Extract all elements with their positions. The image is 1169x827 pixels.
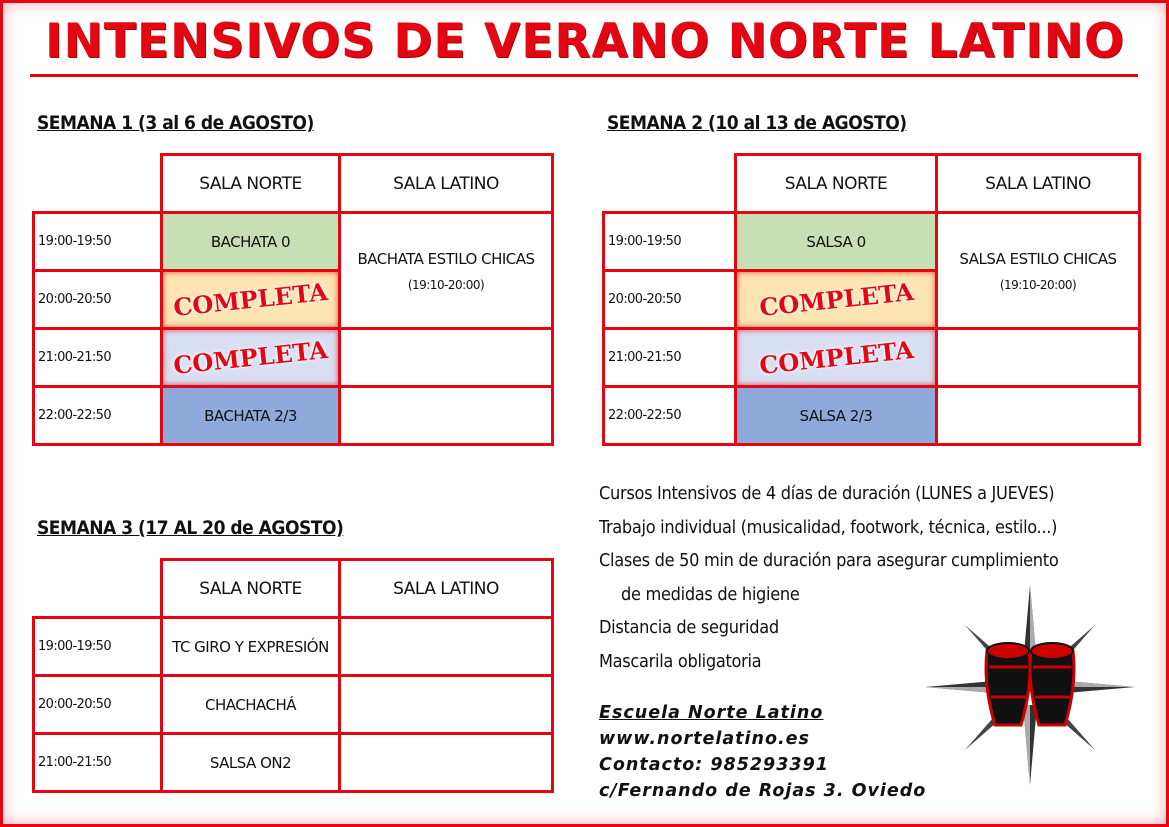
table-row: [34, 213, 553, 271]
contact-phone: Contacto: 985293391: [599, 755, 829, 775]
class-cell: TC GIRO Y EXPRESIÓN: [162, 618, 340, 676]
empty-cell: [937, 387, 1140, 445]
time-slot: 20:00-20:50: [604, 271, 736, 329]
time-slot: 20:00-20:50: [34, 676, 162, 734]
empty-cell: [340, 676, 553, 734]
class-cell: CHACHACHÁ: [162, 676, 340, 734]
week1-title: SEMANA 1 (3 al 6 de AGOSTO): [37, 112, 314, 134]
latino-class-name: BACHATA ESTILO CHICAS: [357, 249, 535, 268]
empty-cell: [937, 329, 1140, 387]
week3-schedule-table: [32, 558, 554, 793]
latino-class-time: (19:10-20:00): [999, 277, 1077, 292]
week3-title: SEMANA 3 (17 AL 20 de AGOSTO): [37, 517, 344, 539]
completa-cell: [162, 271, 340, 329]
info-line: Cursos Intensivos de 4 días de duración (LUNES a JUEVES): [599, 483, 1055, 504]
class-cell: BACHATA 0: [162, 213, 340, 271]
completa-stamp: COMPLETA: [757, 276, 915, 323]
info-line: de medidas de higiene: [621, 583, 800, 605]
empty-cell: [340, 618, 553, 676]
completa-cell: [162, 329, 340, 387]
website-link[interactable]: www.nortelatino.es: [599, 729, 810, 749]
table-row: [604, 329, 1140, 387]
table-row: [34, 734, 553, 792]
time-slot: 19:00-19:50: [604, 213, 736, 271]
header-sala-norte: SALA NORTE: [162, 155, 340, 213]
class-cell: SALSA ON2: [162, 734, 340, 792]
info-line: Mascarila obligatoria: [599, 650, 762, 672]
latino-class-cell: [340, 213, 553, 329]
time-slot: 19:00-19:50: [34, 213, 162, 271]
school-name: Escuela Norte Latino: [599, 703, 824, 723]
info-line: Distancia de seguridad: [599, 617, 779, 638]
time-slot: 22:00-22:50: [604, 387, 736, 445]
empty-cell: [340, 734, 553, 792]
title-divider: [30, 74, 1138, 77]
latino-class-cell: [937, 213, 1140, 329]
info-line: Trabajo individual (musicalidad, footwork, técnica, estilo...): [599, 516, 1058, 538]
table-row: [34, 618, 553, 676]
header-sala-latino: SALA LATINO: [340, 155, 553, 213]
table-header-row: [604, 155, 1140, 213]
address: c/Fernando de Rojas 3. Oviedo: [599, 781, 927, 801]
header-sala-latino: SALA LATINO: [340, 560, 553, 618]
latino-class-time: (19:10-20:00): [407, 277, 485, 292]
page-title: INTENSIVOS DE VERANO NORTE LATINO: [45, 14, 1125, 69]
completa-cell: [736, 329, 937, 387]
table-header-row: [34, 560, 553, 618]
header-sala-norte: SALA NORTE: [736, 155, 937, 213]
completa-stamp: COMPLETA: [171, 334, 330, 381]
week2-schedule-table: [602, 153, 1141, 446]
time-slot: 20:00-20:50: [34, 271, 162, 329]
time-slot: 21:00-21:50: [34, 329, 162, 387]
completa-cell: [736, 271, 937, 329]
empty-cell: [340, 387, 553, 445]
corner-cell: [604, 155, 736, 213]
time-slot: 21:00-21:50: [604, 329, 736, 387]
week1-schedule-table: [32, 153, 554, 446]
info-line: Clases de 50 min de duración para asegurar cumplimiento: [599, 550, 1059, 571]
time-slot: 19:00-19:50: [34, 618, 162, 676]
table-row: [34, 676, 553, 734]
table-row: [604, 213, 1140, 271]
week2-title: SEMANA 2 (10 al 13 de AGOSTO): [607, 112, 907, 134]
class-cell: BACHATA 2/3: [162, 387, 340, 445]
table-row: [604, 387, 1140, 445]
class-cell: SALSA 2/3: [736, 387, 937, 445]
latino-class-name: SALSA ESTILO CHICAS: [959, 249, 1117, 268]
table-header-row: [34, 155, 553, 213]
corner-cell: [34, 155, 162, 213]
contact-block: [599, 700, 926, 804]
table-row: [34, 329, 553, 387]
compass-star-congas-icon: [925, 585, 1135, 785]
header-sala-latino: SALA LATINO: [937, 155, 1140, 213]
class-cell: SALSA 0: [736, 213, 937, 271]
completa-stamp: COMPLETA: [171, 276, 330, 323]
header-sala-norte: SALA NORTE: [162, 560, 340, 618]
completa-stamp: COMPLETA: [757, 334, 915, 381]
empty-cell: [340, 329, 553, 387]
table-row: [34, 387, 553, 445]
time-slot: 22:00-22:50: [34, 387, 162, 445]
corner-cell: [34, 560, 162, 618]
time-slot: 21:00-21:50: [34, 734, 162, 792]
